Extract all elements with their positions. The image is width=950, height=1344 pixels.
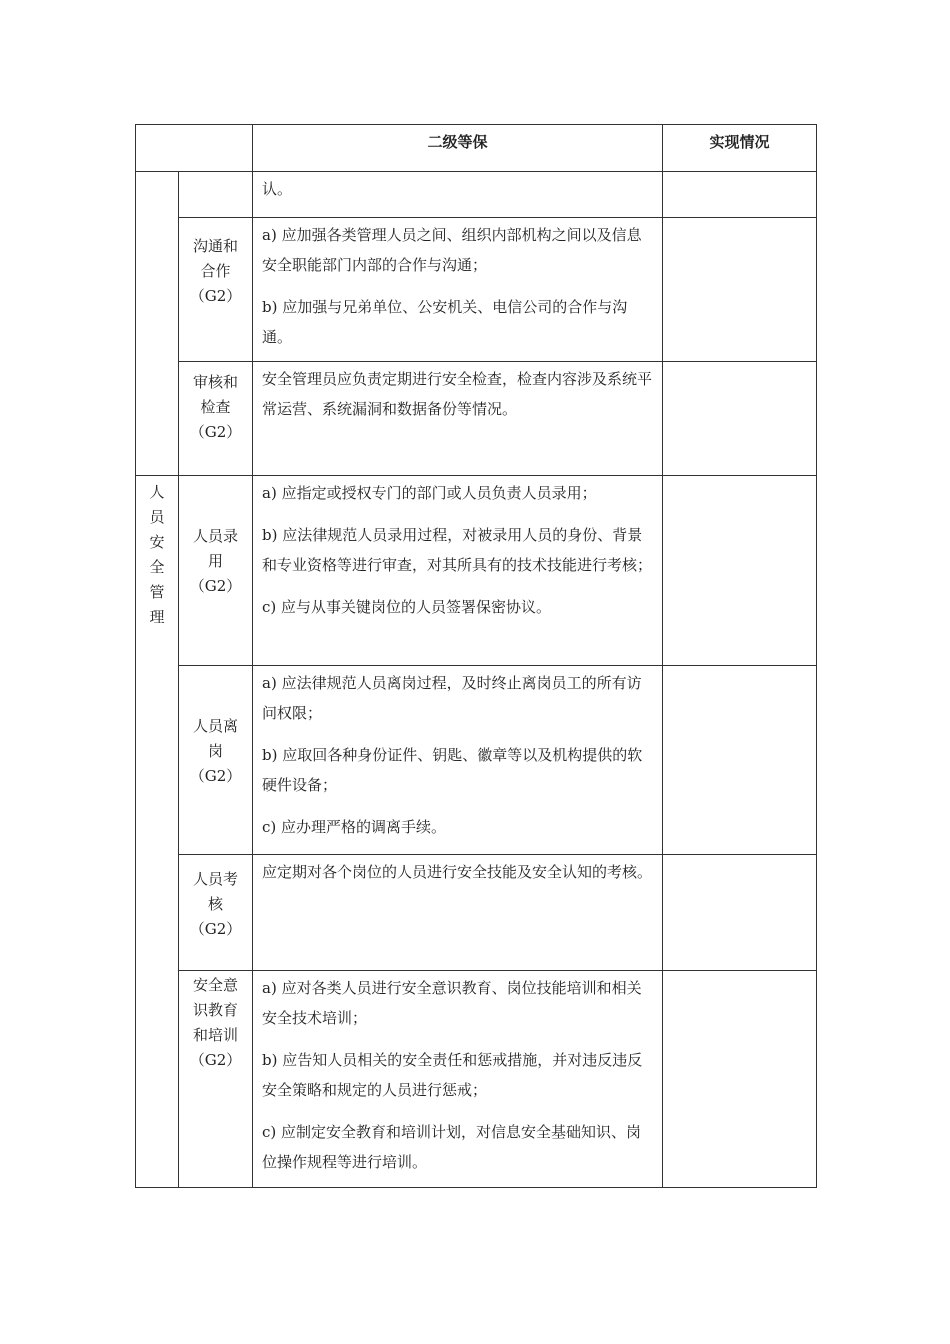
requirement-item: b) 应告知人员相关的安全责任和惩戒措施，并对违反违反安全策略和规定的人员进行惩戒； (262, 1051, 643, 1099)
category-cell-prev (136, 172, 179, 476)
requirement-item: a) 应对各类人员进行安全意识教育、岗位技能培训和相关安全技术培训； (262, 979, 642, 1027)
requirement-cell (253, 172, 663, 218)
subcategory-cell (179, 855, 253, 971)
requirement-item: a) 应指定或授权专门的部门或人员负责人员录用； (262, 484, 597, 502)
subcategory-cell (179, 971, 253, 1188)
category-char: 人 (149, 483, 165, 501)
table-row (136, 855, 817, 971)
subcategory-label: 用 (207, 552, 223, 570)
requirement-item: c) 应办理严格的调离手续。 (262, 818, 447, 836)
requirement-item: b) 应加强与兄弟单位、公安机关、电信公司的合作与沟通。 (262, 298, 628, 346)
table-header-row (136, 125, 817, 172)
status-cell (663, 362, 817, 476)
subcategory-cell (179, 362, 253, 476)
status-cell (663, 218, 817, 362)
requirement-item: 认。 (262, 180, 293, 198)
subcategory-label: 安全意 (192, 976, 238, 994)
table-row (136, 172, 817, 218)
subcategory-label: 合作 (200, 262, 231, 280)
subcategory-label: 和培训 (192, 1026, 238, 1044)
requirement-item: b) 应取回各种身份证件、钥匙、徽章等以及机构提供的软硬件设备； (262, 746, 643, 794)
requirement-item: 应定期对各个岗位的人员进行安全技能及安全认知的考核。 (262, 863, 653, 881)
table-row (136, 476, 817, 666)
status-cell (663, 476, 817, 666)
subcategory-label: （G2） (189, 577, 242, 595)
requirement-item: b) 应法律规范人员录用过程，对被录用人员的身份、背景和专业资格等进行审查，对其所具有的技术技能进行考核； (262, 526, 653, 574)
category-char: 管 (149, 583, 165, 601)
table-row (136, 971, 817, 1188)
subcategory-label: 审核和 (192, 373, 238, 391)
header-blank-cell (136, 125, 253, 172)
category-char: 安 (149, 533, 165, 551)
subcategory-label: 沟通和 (192, 237, 238, 255)
table-row (136, 218, 817, 362)
status-cell (663, 666, 817, 855)
category-char: 理 (149, 608, 165, 626)
header-requirement: 二级等保 (253, 125, 663, 172)
category-char: 全 (149, 558, 165, 576)
subcategory-label: 人员录 (192, 527, 238, 545)
subcategory-label: 岗 (207, 742, 223, 760)
subcategory-label: （G2） (189, 767, 242, 785)
requirement-cell (253, 855, 663, 971)
subcategory-label: （G2） (189, 423, 242, 441)
table-row (136, 666, 817, 855)
subcategory-label: 人员离 (192, 717, 238, 735)
subcategory-cell (179, 218, 253, 362)
subcategory-cell (179, 666, 253, 855)
status-cell (663, 855, 817, 971)
subcategory-label: 人员考 (192, 870, 238, 888)
category-char: 员 (149, 508, 165, 526)
requirement-cell (253, 666, 663, 855)
security-requirements-table (135, 124, 817, 1188)
requirement-cell (253, 971, 663, 1188)
subcategory-label: （G2） (189, 287, 242, 305)
requirement-item: a) 应法律规范人员离岗过程，及时终止离岗员工的所有访问权限； (262, 674, 642, 722)
status-cell (663, 172, 817, 218)
subcategory-label: （G2） (189, 1051, 242, 1069)
status-cell (663, 971, 817, 1188)
requirement-item: 安全管理员应负责定期进行安全检查，检查内容涉及系统平常运营、系统漏洞和数据备份等情况。 (262, 370, 653, 418)
requirement-cell (253, 218, 663, 362)
requirement-cell (253, 362, 663, 476)
header-status: 实现情况 (663, 125, 817, 172)
requirement-item: c) 应制定安全教育和培训计划，对信息安全基础知识、岗位操作规程等进行培训。 (262, 1123, 642, 1171)
subcategory-label: （G2） (189, 920, 242, 938)
requirement-item: c) 应与从事关键岗位的人员签署保密协议。 (262, 598, 552, 616)
category-cell (136, 476, 179, 1188)
subcategory-label: 识教育 (192, 1001, 238, 1019)
requirement-item: a) 应加强各类管理人员之间、组织内部机构之间以及信息安全职能部门内部的合作与沟通； (262, 226, 642, 274)
subcategory-cell (179, 476, 253, 666)
requirement-cell (253, 476, 663, 666)
subcategory-cell (179, 172, 253, 218)
subcategory-label: 核 (207, 895, 223, 913)
subcategory-label: 检查 (200, 398, 231, 416)
table-row (136, 362, 817, 476)
